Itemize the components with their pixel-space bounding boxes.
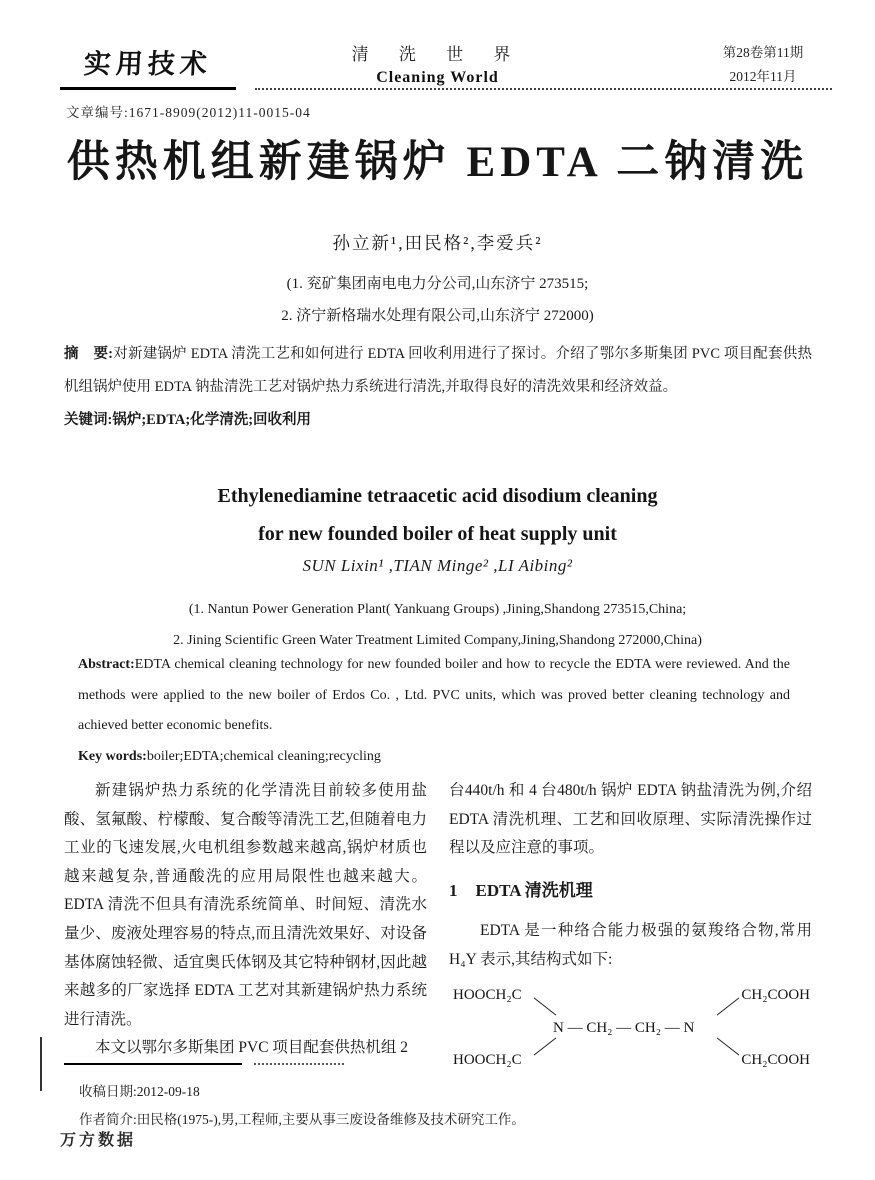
affiliations-cn	[0, 268, 875, 332]
keywords-cn	[64, 404, 812, 437]
formula-group-top-left: HOOCH₂C	[453, 986, 522, 1003]
bond-line-bottom-right	[717, 1037, 740, 1055]
edta-structural-formula	[449, 983, 812, 1073]
section-1-title: EDTA 清洗机理	[475, 880, 593, 900]
journal-title-en: Cleaning World	[376, 69, 499, 86]
bond-line-top-left	[534, 997, 557, 1015]
abstract-text-en: EDTA chemical cleaning technology for new founded boiler and how to recycle the EDTA were reviewed. And the methods were applied to the new boiler of Erdos Co. , Ltd. PVC units, which was proved better cleaning technology and achieved better economic benefits.	[78, 657, 790, 733]
wanfang-data-watermark: 万方数据	[60, 1132, 137, 1149]
scan-edge-artifact	[40, 1037, 42, 1091]
keywords-text-en: boiler;EDTA;chemical cleaning;recycling	[146, 748, 381, 764]
authors-en: SUN Lixin¹ ,TIAN Minge² ,LI Aibing²	[302, 556, 573, 575]
abstract-label-cn: 摘 要:	[64, 346, 114, 362]
volume-issue: 第28卷第11期	[722, 45, 804, 60]
keywords-label-en: Key words:	[78, 748, 147, 764]
body-left-column	[64, 777, 427, 1073]
masthead-rule	[50, 87, 832, 91]
title-en-line1: Ethylenediamine tetraacetic acid disodium cleaning	[217, 485, 658, 507]
column-section-label: 实用技术	[83, 49, 213, 80]
keywords-text-cn: 锅炉;EDTA;化学清洗;回收利用	[112, 412, 312, 428]
authors-cn: 孙立新¹,田民格²,李爱兵²	[332, 233, 543, 253]
affiliation-cn-2: 2. 济宁新格瑞水处理有限公司,山东济宁 272000)	[281, 308, 594, 324]
affiliation-en-2: 2. Jining Scientific Green Water Treatment Limited Company,Jining,Shandong 272000,China)	[173, 633, 702, 648]
footnote-rule-dots	[254, 1063, 344, 1065]
keywords-en	[78, 742, 790, 773]
article-body	[64, 777, 812, 1073]
formula-backbone-chain: N — CH₂ — CH₂ — N	[553, 1019, 695, 1036]
affiliation-en-1: (1. Nantun Power Generation Plant( Yankuang Groups) ,Jining,Shandong 273515,China;	[188, 602, 687, 617]
abstract-label-en: Abstract:	[78, 657, 135, 672]
formula-group-bottom-right: CH₂COOH	[741, 1051, 810, 1068]
abstract-en	[78, 650, 790, 742]
footnote-rule-solid	[64, 1063, 242, 1065]
formula-group-bottom-left: HOOCH₂C	[453, 1051, 522, 1068]
bond-line-bottom-left	[534, 1037, 557, 1055]
section-1-heading	[449, 877, 812, 906]
abstract-text-cn: 对新建锅炉 EDTA 清洗工艺和如何进行 EDTA 回收利用进行了探讨。介绍了鄂尔多斯集团 PVC 项目配套供热机组锅炉使用 EDTA 钠盐清洗工艺对锅炉热力系统进行清洗,并取得良好的清洗效果和经济效益。	[64, 346, 812, 395]
keywords-label-cn: 关键词:	[64, 412, 113, 428]
paper-title-cn: 供热机组新建锅炉 EDTA 二钠清洗	[66, 139, 809, 186]
body-right-column	[449, 777, 812, 1073]
section-1-number: 1	[449, 880, 458, 900]
paragraph-intro: 新建锅炉热力系统的化学清洗目前较多使用盐酸、氢氟酸、柠檬酸、复合酸等清洗工艺,但随着电力工业的飞速发展,火电机组参数越来越高,锅炉材质也越来越复杂,普通酸洗的应用局限性也越来越大。EDTA 清洗不但具有清洗系统简单、时间短、清洗水量少、废液处理容易的特点,而且清洗效果好、对设备基体腐蚀轻微、适宜奥氏体钢及其它特种钢材,因此越来越多的厂家选择 EDTA 工艺对其新建锅炉热力系统进行清洗。	[64, 782, 427, 1028]
paragraph-scope: 本文以鄂尔多斯集团 PVC 项目配套供热机组 2	[95, 1039, 409, 1057]
paragraph-edta-mechanism: EDTA 是一种络合能力极强的氨羧络合物,常用 H₄Y 表示,其结构式如下:	[449, 922, 812, 968]
abstract-block-en	[78, 650, 790, 772]
journal-title-cn: 清 洗 世 界	[351, 45, 524, 64]
issue-info	[688, 41, 838, 89]
author-bio: 作者简介:田民格(1975-),男,工程师,主要从事三废设备维修及技术研究工作。	[79, 1112, 525, 1127]
affiliation-cn-1: (1. 兖矿集团南电电力分公司,山东济宁 273515;	[286, 276, 589, 292]
paper-title-en	[0, 477, 875, 553]
paragraph-scope-continued: 台440t/h 和 4 台480t/h 锅炉 EDTA 钠盐清洗为例,介绍 EDTA 清洗机理、工艺和回收原理、实际清洗操作过程以及应注意的事项。	[449, 782, 812, 857]
abstract-block-cn	[64, 338, 812, 437]
issue-date: 2012年11月	[729, 69, 797, 84]
formula-group-top-right: CH₂COOH	[741, 986, 810, 1003]
abstract-cn	[64, 338, 812, 404]
bond-line-top-right	[717, 997, 740, 1015]
title-en-line2: for new founded boiler of heat supply unit	[258, 523, 617, 545]
article-number: 文章编号:1671-8909(2012)11-0015-04	[66, 105, 311, 120]
journal-masthead	[352, 40, 524, 87]
received-date: 收稿日期:2012-09-18	[79, 1084, 200, 1099]
rule-dotted-segment	[255, 88, 832, 90]
footnote-rule	[64, 1063, 484, 1066]
affiliations-en	[0, 594, 875, 656]
rule-solid-segment	[60, 87, 236, 90]
